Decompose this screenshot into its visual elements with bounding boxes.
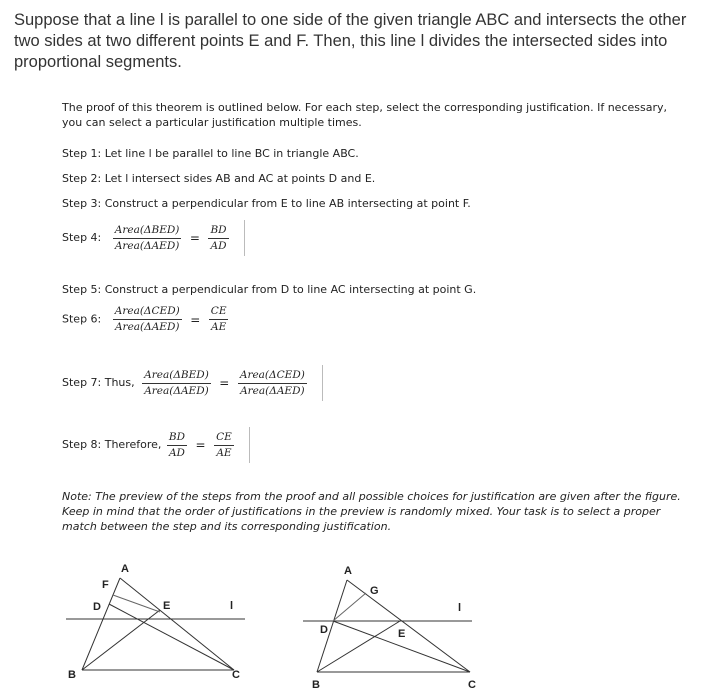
equals-sign: =	[189, 231, 200, 245]
frac-den: Area(ΔAED)	[240, 384, 305, 397]
label-b-right: B	[312, 679, 320, 690]
frac-num: Area(ΔCED)	[238, 369, 307, 384]
frac-num: Area(ΔBED)	[142, 369, 211, 384]
label-g-right: G	[370, 585, 379, 597]
frac-num: BD	[208, 224, 228, 239]
figure-right	[303, 580, 472, 672]
frac-den: AD	[210, 239, 227, 252]
label-b-left: B	[68, 669, 76, 681]
frac-den: Area(ΔAED)	[114, 321, 180, 333]
step-8-label: Step 8: Therefore,	[62, 438, 162, 451]
label-l-left: l	[230, 600, 234, 612]
step-6-label: Step 6:	[62, 312, 102, 326]
proof-intro: The proof of this theorem is outlined below. For each step, select the corresponding justification. If necessary, you can select a particular justification multiple times.	[62, 101, 667, 129]
frac-num: Area(ΔCED)	[113, 305, 182, 320]
frac-den: Area(ΔAED)	[144, 384, 209, 397]
step-5: Step 5: Construct a perpendicular from D to line AC intersecting at point G.	[62, 283, 477, 296]
label-f-left: F	[102, 579, 109, 591]
equals-sign: =	[195, 438, 206, 452]
label-d-left: D	[93, 601, 101, 613]
label-c-left: C	[232, 669, 240, 681]
label-e-right: E	[398, 628, 406, 640]
side-ac	[120, 578, 234, 670]
frac-den: AD	[168, 446, 185, 459]
label-e-left: E	[163, 600, 171, 612]
step-3: Step 3: Construct a perpendicular from E to line AB intersecting at point F.	[62, 197, 471, 210]
step-4-label: Step 4:	[62, 231, 102, 244]
step-7-label: Step 7: Thus,	[62, 376, 135, 389]
frac-num: Area(ΔBED)	[113, 224, 182, 239]
equals-sign: =	[219, 376, 230, 390]
label-a-right: A	[344, 565, 352, 577]
step-1: Step 1: Let line l be parallel to line BC in triangle ABC.	[62, 147, 359, 160]
frac-num: CE	[209, 305, 229, 320]
segment-be	[317, 621, 400, 672]
frac-num: CE	[214, 431, 234, 446]
frac-den: Area(ΔAED)	[114, 239, 180, 252]
equals-sign: =	[190, 312, 201, 327]
frac-den: AE	[216, 446, 232, 459]
frac-den: AE	[211, 321, 227, 333]
problem-statement: Suppose that a line l is parallel to one side of the given triangle ABC and intersects the other two sides at two different points E and F. Then, this line l divides the intersected sides into proportional segments.	[14, 11, 687, 71]
note: Note: The preview of the steps from the proof and all possible choices for justification are given after the figure. Keep in mind that the order of justifications in the preview is randomly mixed. Your task is to select a proper match between the step and its corresponding justification.	[62, 490, 681, 533]
label-a-left: A	[121, 563, 129, 575]
label-d-right: D	[320, 624, 328, 636]
label-l-right: l	[458, 602, 462, 614]
label-c-right: C	[468, 679, 476, 690]
side-ab	[82, 578, 120, 670]
figure-left	[66, 578, 245, 670]
step-2: Step 2: Let l intersect sides AB and AC at points D and E.	[62, 172, 376, 185]
segment-dc	[109, 604, 234, 670]
frac-num: BD	[167, 431, 187, 446]
